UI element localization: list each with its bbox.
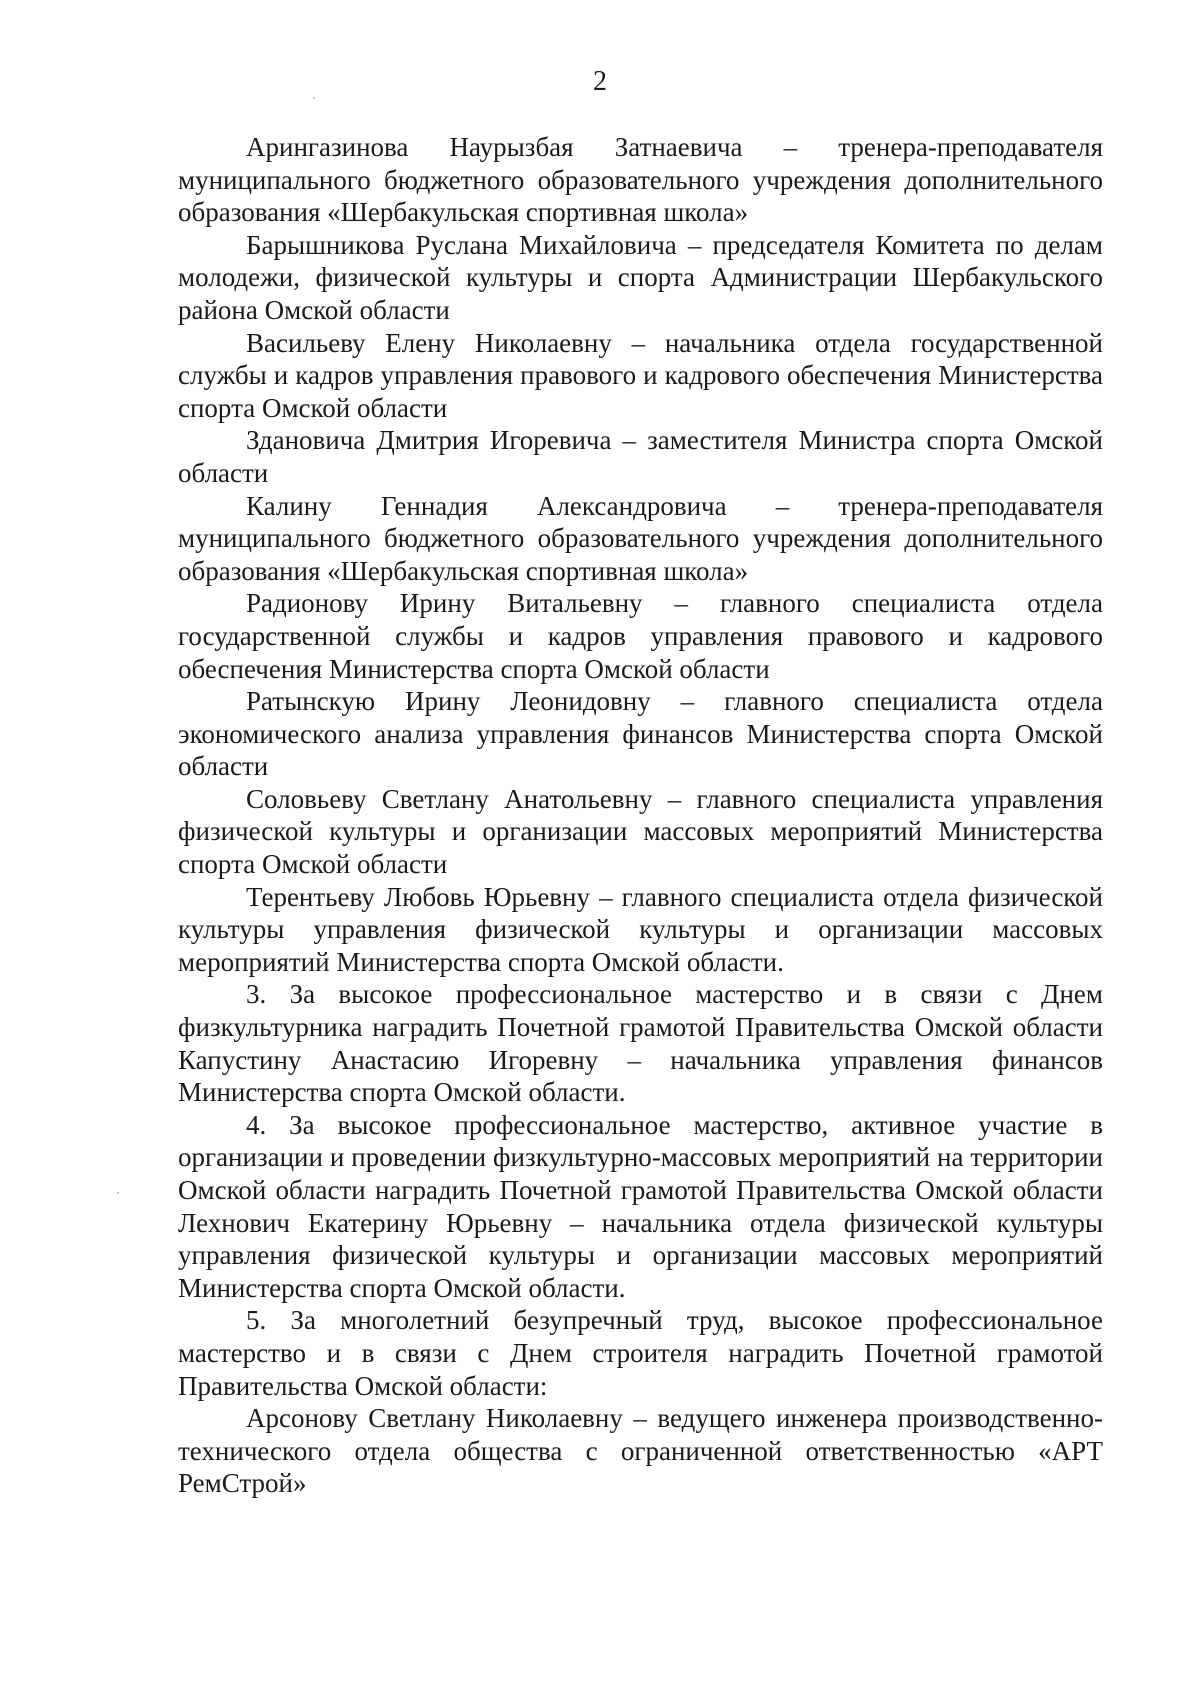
paragraph-item-5: 5. За многолетний безупречный труд, высокое профессиональное мастерство и в связи с Днем строителя наградить Почетной грамотой Правительства Омской области:: [178, 1305, 1103, 1401]
paragraph-radionova: Радионову Ирину Витальевну – главного специалиста отдела государственной службы и кадров управления правового и кадрового обеспечения Министерства спорта Омской области: [178, 588, 1103, 684]
page-number: 2: [593, 66, 607, 97]
paragraph-terentyeva: Терентьеву Любовь Юрьевну – главного специалиста отдела физической культуры управления физической культуры и организации массовых мероприятий Министерства спорта Омской области.: [178, 881, 1103, 977]
paragraph-item-4: 4. За высокое профессиональное мастерство, активное участие в организации и проведении физкультурно-массовых мероприятий на территории Омской области наградить Почетной грамотой Правительства Омской области Лехнович Екатерину Юрьевну – начальника отдела физической культуры управления физической культуры и организации массовых мероприятий Министерства спорта Омской области.: [178, 1109, 1103, 1303]
paragraph-ratynskaya: Ратынскую Ирину Леонидовну – главного специалиста отдела экономического анализа управления финансов Министерства спорта Омской области: [178, 686, 1103, 782]
paragraph-item-3: 3. За высокое профессиональное мастерство и в связи с Днем физкультурника наградить Почетной грамотой Правительства Омской области Капустину Анастасию Игоревну – начальника управления финансов Министерства спорта Омской области.: [178, 979, 1103, 1108]
document-body: [178, 131, 1103, 1500]
paragraph-vasilyeva: Васильеву Елену Николаевну – начальника отдела государственной службы и кадров управления правового и кадрового обеспечения Министерства спорта Омской области: [178, 327, 1103, 423]
scan-speck: [117, 1192, 119, 1194]
paragraph-baryshnikov: Барышникова Руслана Михайловича – председателя Комитета по делам молодежи, физической культуры и спорта Администрации Шербакульского района Омской области: [178, 229, 1103, 325]
paragraph-arsonova: Арсонову Светлану Николаевну – ведущего инженера производственно-технического отдела общества с ограниченной ответственностью «АРТ РемСтрой»: [178, 1403, 1103, 1499]
paragraph-zdanovich: Здановича Дмитрия Игоревича – заместителя Министра спорта Омской области: [178, 425, 1103, 488]
paragraph-aringazinov: Арингазинова Наурызбая Затнаевича – тренера-преподавателя муниципального бюджетного образовательного учреждения дополнительного образования «Шербакульская спортивная школа»: [178, 132, 1103, 228]
paragraph-kalina: Калину Геннадия Александровича – тренера-преподавателя муниципального бюджетного образовательного учреждения дополнительного образования «Шербакульская спортивная школа»: [178, 490, 1103, 586]
paragraph-solovyeva: Соловьеву Светлану Анатольевну – главного специалиста управления физической культуры и организации массовых мероприятий Министерства спорта Омской области: [178, 783, 1103, 880]
scan-speck: [313, 97, 315, 99]
